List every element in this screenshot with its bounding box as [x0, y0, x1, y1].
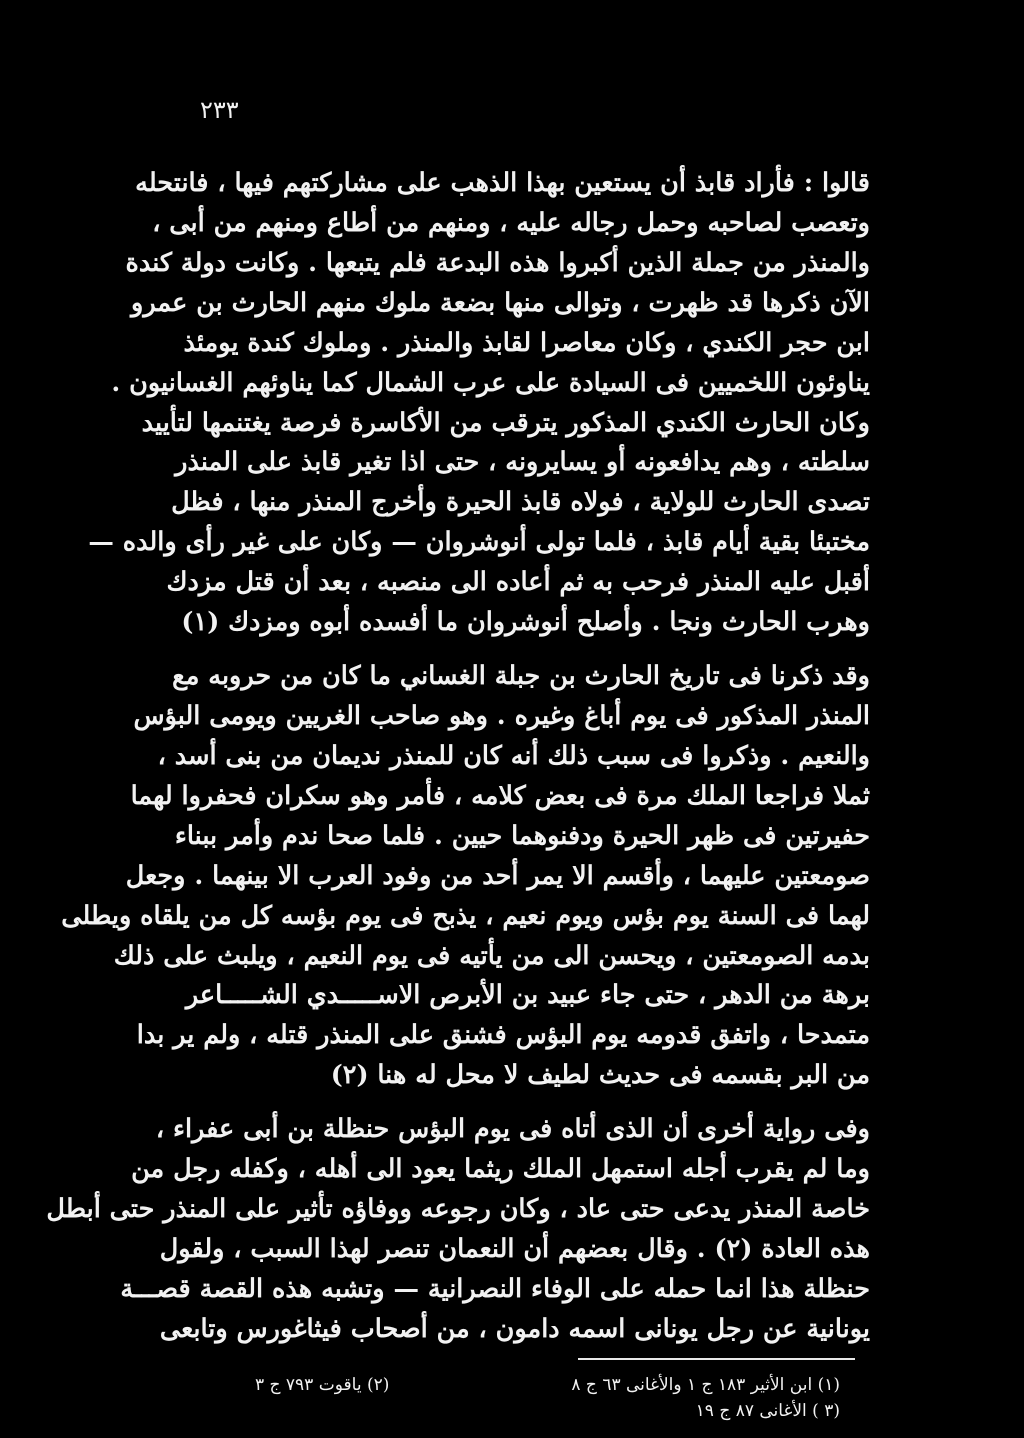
- text-line: المنذر المذكور فى يوم أباغ وغيره . وهو صاحب الغريين ويومى البؤس: [133, 700, 870, 731]
- footnote-2: (٢) ياقوت ٧٩٣ ج ٣: [255, 1375, 390, 1395]
- text-line: وما لم يقرب أجله استمهل الملك ريثما يعود الى أهله ، وكفله رجل من: [131, 1154, 870, 1185]
- page-number: ٢٣٣: [200, 96, 239, 124]
- text-line: هذه العادة (٢) . وقال بعضهم أن النعمان تنصر لهذا السبب ، ولقول: [159, 1233, 870, 1264]
- text-line: ثملا فراجعا الملك مرة فى بعض كلامه ، فأمر وهو سكران فحفروا لهما: [130, 780, 870, 811]
- paragraph-gap: [150, 1096, 870, 1110]
- text-line: صومعتين عليهما ، وأقسم الا يمر أحد من وفود العرب الا بينهما . وجعل: [125, 860, 870, 891]
- text-line: سلطته ، وهم يدافعونه أو يسايرونه ، حتى اذا تغير قابذ على المنذر: [175, 447, 870, 478]
- text-line: يناوئون اللخميين فى السيادة على عرب الشمال كما يناوئهم الغسانيون .: [111, 367, 870, 398]
- footnote-rule: [578, 1358, 855, 1360]
- footnote-row: [255, 1372, 840, 1398]
- text-line: قالوا : فأراد قابذ أن يستعين بهذا الذهب على مشاركتهم فيها ، فانتحله: [135, 168, 870, 198]
- text-line: تصدى الحارث للولاية ، فولاه قابذ الحيرة وأخرج المنذر منها ، فظل: [171, 487, 870, 518]
- text-line: يونانية عن رجل يونانى اسمه دامون ، من أصحاب فيثاغورس وتابعى: [159, 1313, 870, 1344]
- text-line: مختبئا بقية أيام قابذ ، فلما تولى أنوشروان — وكان على غير رأى والده —: [88, 527, 870, 558]
- footnotes: [255, 1372, 840, 1424]
- text-line: الآن ذكرها قد ظهرت ، وتوالى منها بضعة ملوك منهم الحارث بن عمرو: [131, 287, 870, 318]
- text-line: وهرب الحارث ونجا . وأصلح أنوشروان ما أفسده أبوه ومزدك (١): [181, 607, 870, 638]
- text-line: خاصة المنذر يدعى حتى عاد ، وكان رجوعه ووفاؤه تأثير على المنذر حتى أبطل: [46, 1194, 870, 1225]
- text-line: والنعيم . وذكروا فى سبب ذلك أنه كان للمنذر نديمان من بنى أسد ،: [157, 740, 870, 771]
- text-line: والمنذر من جملة الذين أكبروا هذه البدعة فلم يتبعها . وكانت دولة كندة: [125, 247, 870, 278]
- text-line: أقبل عليه المنذر فرحب به ثم أعاده الى منصبه ، بعد أن قتل مزدك: [166, 567, 870, 598]
- text-line: وقد ذكرنا فى تاريخ الحارث بن جبلة الغساني ما كان من حروبه مع: [172, 661, 870, 692]
- text-line: ابن حجر الكندي ، وكان معاصرا لقابذ والمنذر . وملوك كندة يومئذ: [183, 327, 870, 358]
- footnote-1: (١) ابن الأثير ١٨٣ ج ١ والأغانى ٦٣ ج ٨: [571, 1375, 840, 1395]
- text-line: من البر بقسمه فى حديث لطيف لا محل له هنا (٢): [330, 1060, 870, 1091]
- text-line: حنظلة هذا انما حمله على الوفاء النصرانية — وتشبه هذه القصة قصـــة: [120, 1273, 870, 1304]
- paragraph-gap: [150, 643, 870, 657]
- body-text: [46, 164, 870, 1350]
- footnote-row: [255, 1398, 840, 1424]
- text-line: متمدحا ، واتفق قدومه يوم البؤس فشنق على المنذر قتله ، ولم ير بدا: [136, 1020, 870, 1051]
- text-line: بدمه الصومعتين ، ويحسن الى من يأتيه فى يوم النعيم ، ويلبث على ذلك: [113, 940, 870, 971]
- footnote-3: (٣ ) الأغانى ٨٧ ج ١٩: [695, 1401, 840, 1421]
- text-line: حفيرتين فى ظهر الحيرة ودفنوهما حيين . فلما صحا ندم وأمر ببناء: [174, 820, 870, 851]
- text-line: وفى رواية أخرى أن الذى أتاه فى يوم البؤس حنظلة بن أبى عفراء ،: [155, 1114, 870, 1145]
- text-line: وكان الحارث الكندي المذكور يترقب من الأكاسرة فرصة يغتنمها لتأييد: [141, 407, 870, 438]
- text-line: لهما فى السنة يوم بؤس ويوم نعيم ، يذبح فى يوم بؤسه كل من يلقاه ويطلى: [61, 900, 870, 931]
- text-line: وتعصب لصاحبه وحمل رجاله عليه ، ومنهم من أطاع ومنهم من أبى ،: [152, 207, 870, 238]
- text-line: برهة من الدهر ، حتى جاء عبيد بن الأبرص الاســـــدي الشـــــاعر: [185, 980, 870, 1011]
